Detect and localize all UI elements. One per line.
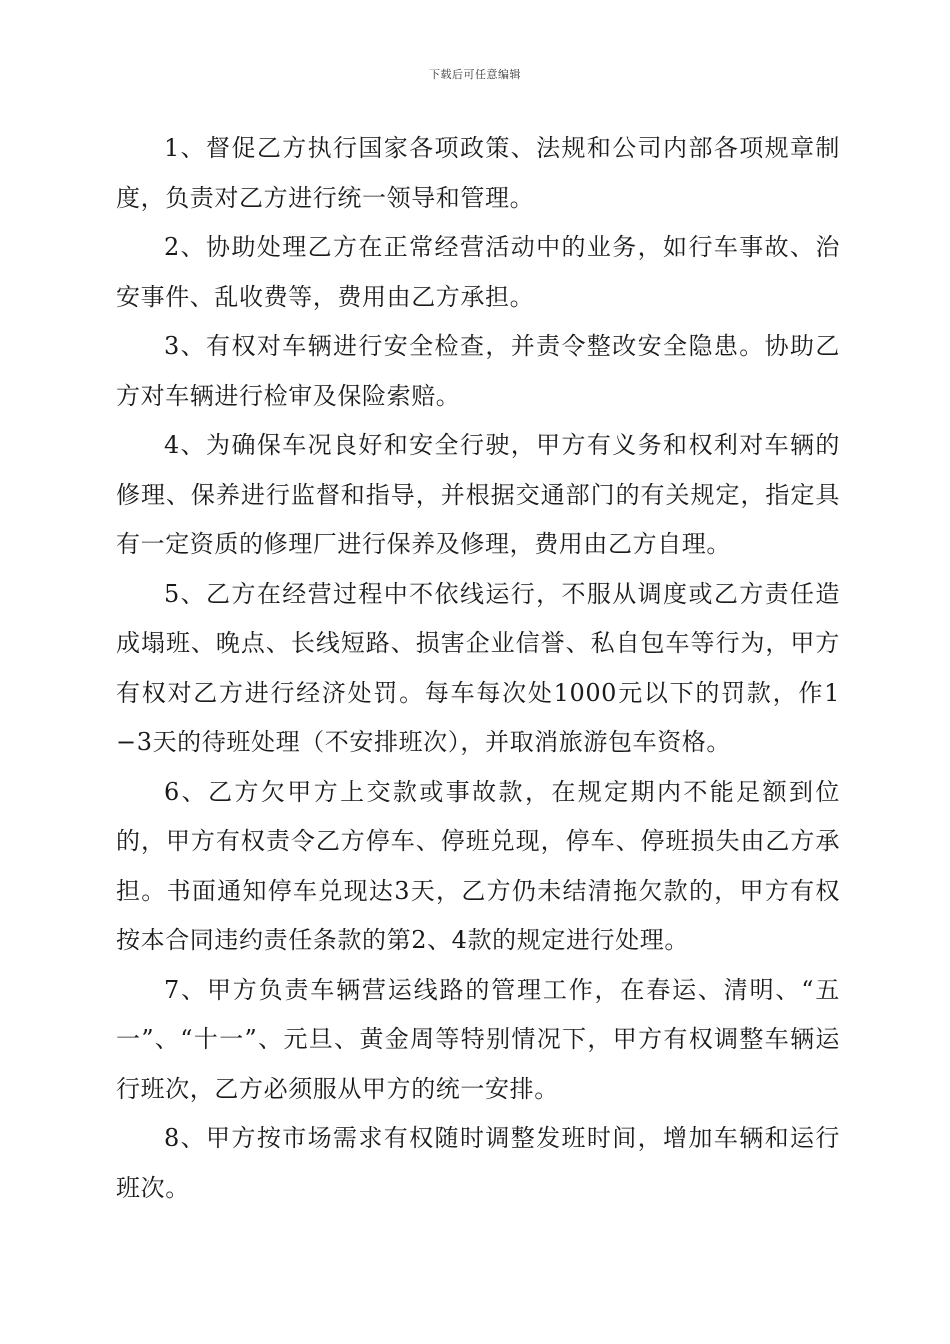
clause-1: 1、督促乙方执行国家各项政策、法规和公司内部各项规章制度，负责对乙方进行统一领导和管理。 bbox=[116, 134, 840, 212]
document-body bbox=[116, 124, 840, 1213]
clause-2: 2、协助处理乙方在正常经营活动中的业务，如行车事故、治安事件、乱收费等，费用由乙方承担。 bbox=[116, 233, 840, 311]
clause-8: 8、甲方按市场需求有权随时调整发班时间，增加车辆和运行班次。 bbox=[116, 1124, 840, 1202]
clause-6: 6、乙方欠甲方上交款或事故款，在规定期内不能足额到位的，甲方有权责令乙方停车、停班兑现，停车、停班损失由乙方承担。书面通知停车兑现达3天，乙方仍未结清拖欠款的，甲方有权按本合同违约责任条款的第2、4款的规定进行处理。 bbox=[116, 777, 840, 954]
header-note: 下载后可任意编辑 bbox=[429, 68, 521, 81]
clause-5: 5、乙方在经营过程中不依线运行，不服从调度或乙方责任造成塌班、晚点、长线短路、损害企业信誉、私自包车等行为，甲方有权对乙方进行经济处罚。每车每次处1000元以下的罚款，作1−3天的待班处理（不安排班次），并取消旅游包车资格。 bbox=[116, 579, 840, 756]
clause-4: 4、为确保车况良好和安全行驶，甲方有义务和权利对车辆的修理、保养进行监督和指导，并根据交通部门的有关规定，指定具有一定资质的修理厂进行保养及修理，费用由乙方自理。 bbox=[116, 431, 840, 558]
clause-7: 7、甲方负责车辆营运线路的管理工作，在春运、清明、“五一”、“十一”、元旦、黄金周等特别情况下，甲方有权调整车辆运行班次，乙方必须服从甲方的统一安排。 bbox=[116, 975, 840, 1103]
clause-3: 3、有权对车辆进行安全检查，并责令整改安全隐患。协助乙方对车辆进行检审及保险索赔。 bbox=[116, 332, 840, 410]
